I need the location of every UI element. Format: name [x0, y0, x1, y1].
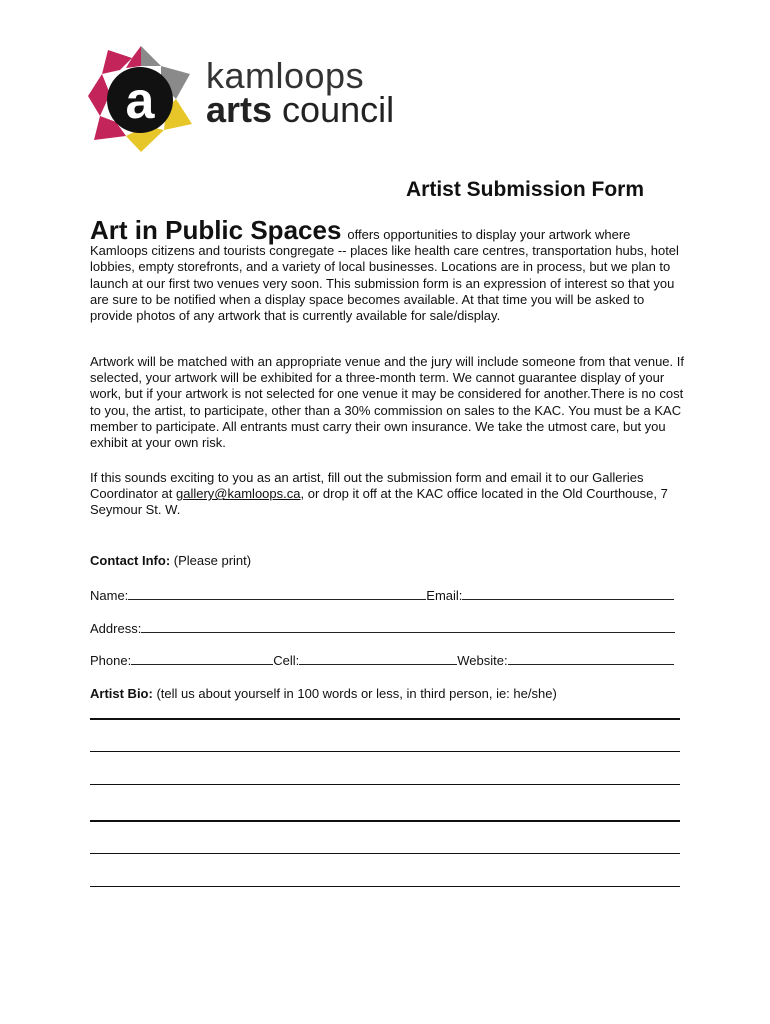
- phone-field[interactable]: [131, 652, 273, 665]
- bio-line[interactable]: [90, 820, 680, 822]
- logo-letter: a: [125, 72, 155, 130]
- intro-heading: Art in Public Spaces: [90, 215, 342, 245]
- bio-heading-row: [90, 686, 557, 701]
- email-label: Email:: [426, 588, 463, 603]
- contact-heading-row: [90, 553, 251, 568]
- bio-line[interactable]: [90, 853, 680, 854]
- address-label: Address:: [90, 621, 142, 636]
- org-name-line1: kamloops: [206, 55, 365, 96]
- bio-line[interactable]: [90, 784, 680, 785]
- phone-row: [90, 652, 674, 668]
- name-label: Name:: [90, 588, 129, 603]
- paragraph-terms: Artwork will be matched with an appropriate venue and the jury will include someone from that venue. If selected, your artwork will be exhibited for a three-month term. We cannot guarantee display of your work, but if your artwork is not selected for one venue it may be considered for another.There is no cost to you, the artist, to participate, other than a 30% commission on sales to the KAC. You must be a KAC member to participate. All entrants must carry their own insurance. We take the utmost care, but you exhibit at your own risk.: [90, 354, 684, 451]
- submission-text-before: If this sounds exciting to you as an artist, fill out the submission form and email it to our Galleries Coordinator at: [90, 470, 644, 502]
- contact-note: (Please print): [170, 553, 252, 568]
- email-link[interactable]: gallery@kamloops.ca: [176, 486, 301, 502]
- logo-shape: [88, 74, 110, 116]
- logo-shape: [141, 46, 161, 66]
- kac-logo: [86, 44, 406, 154]
- cell-field[interactable]: [299, 652, 457, 665]
- address-field[interactable]: [141, 620, 675, 633]
- address-row: [90, 620, 675, 636]
- phone-label: Phone:: [90, 653, 132, 668]
- org-name-arts: arts: [206, 89, 273, 130]
- bio-line[interactable]: [90, 751, 680, 752]
- cell-label: Cell:: [273, 653, 300, 668]
- submission-text-after: , or drop it off at the KAC office located in the Old Courthouse, 7 Seymour St. W.: [90, 486, 668, 518]
- bio-line[interactable]: [90, 886, 680, 887]
- logo-emblem-icon: [86, 44, 196, 154]
- name-email-row: [90, 587, 674, 603]
- intro-paragraph: [90, 215, 685, 324]
- name-field[interactable]: [128, 587, 426, 600]
- org-name-council: council: [272, 89, 395, 130]
- bio-line[interactable]: [90, 718, 680, 720]
- website-field[interactable]: [508, 652, 674, 665]
- email-field[interactable]: [462, 587, 674, 600]
- bio-note: (tell us about yourself in 100 words or less, in third person, ie: he/she): [152, 686, 557, 701]
- org-name: [206, 55, 395, 130]
- intro-text: offers opportunities to display your artwork where Kamloops citizens and tourists congregate -- places like health care centres, transportation hubs, hotel lobbies, empty storefronts, and a variety of local businesses. Locations are in process, but we plan to launch at our first two venues very soon. This submission form is an expression of interest so that you are sure to be notified when a display space becomes available. At that time you will be asked to provide photos of any artwork that is currently available for sale/display.: [90, 227, 679, 324]
- contact-heading: Contact Info:: [90, 553, 171, 568]
- org-name-line2: [206, 89, 395, 130]
- bio-heading: Artist Bio:: [90, 686, 153, 701]
- paragraph-submission: [90, 470, 685, 519]
- website-label: Website:: [457, 653, 508, 668]
- form-title: Artist Submission Form: [406, 178, 645, 201]
